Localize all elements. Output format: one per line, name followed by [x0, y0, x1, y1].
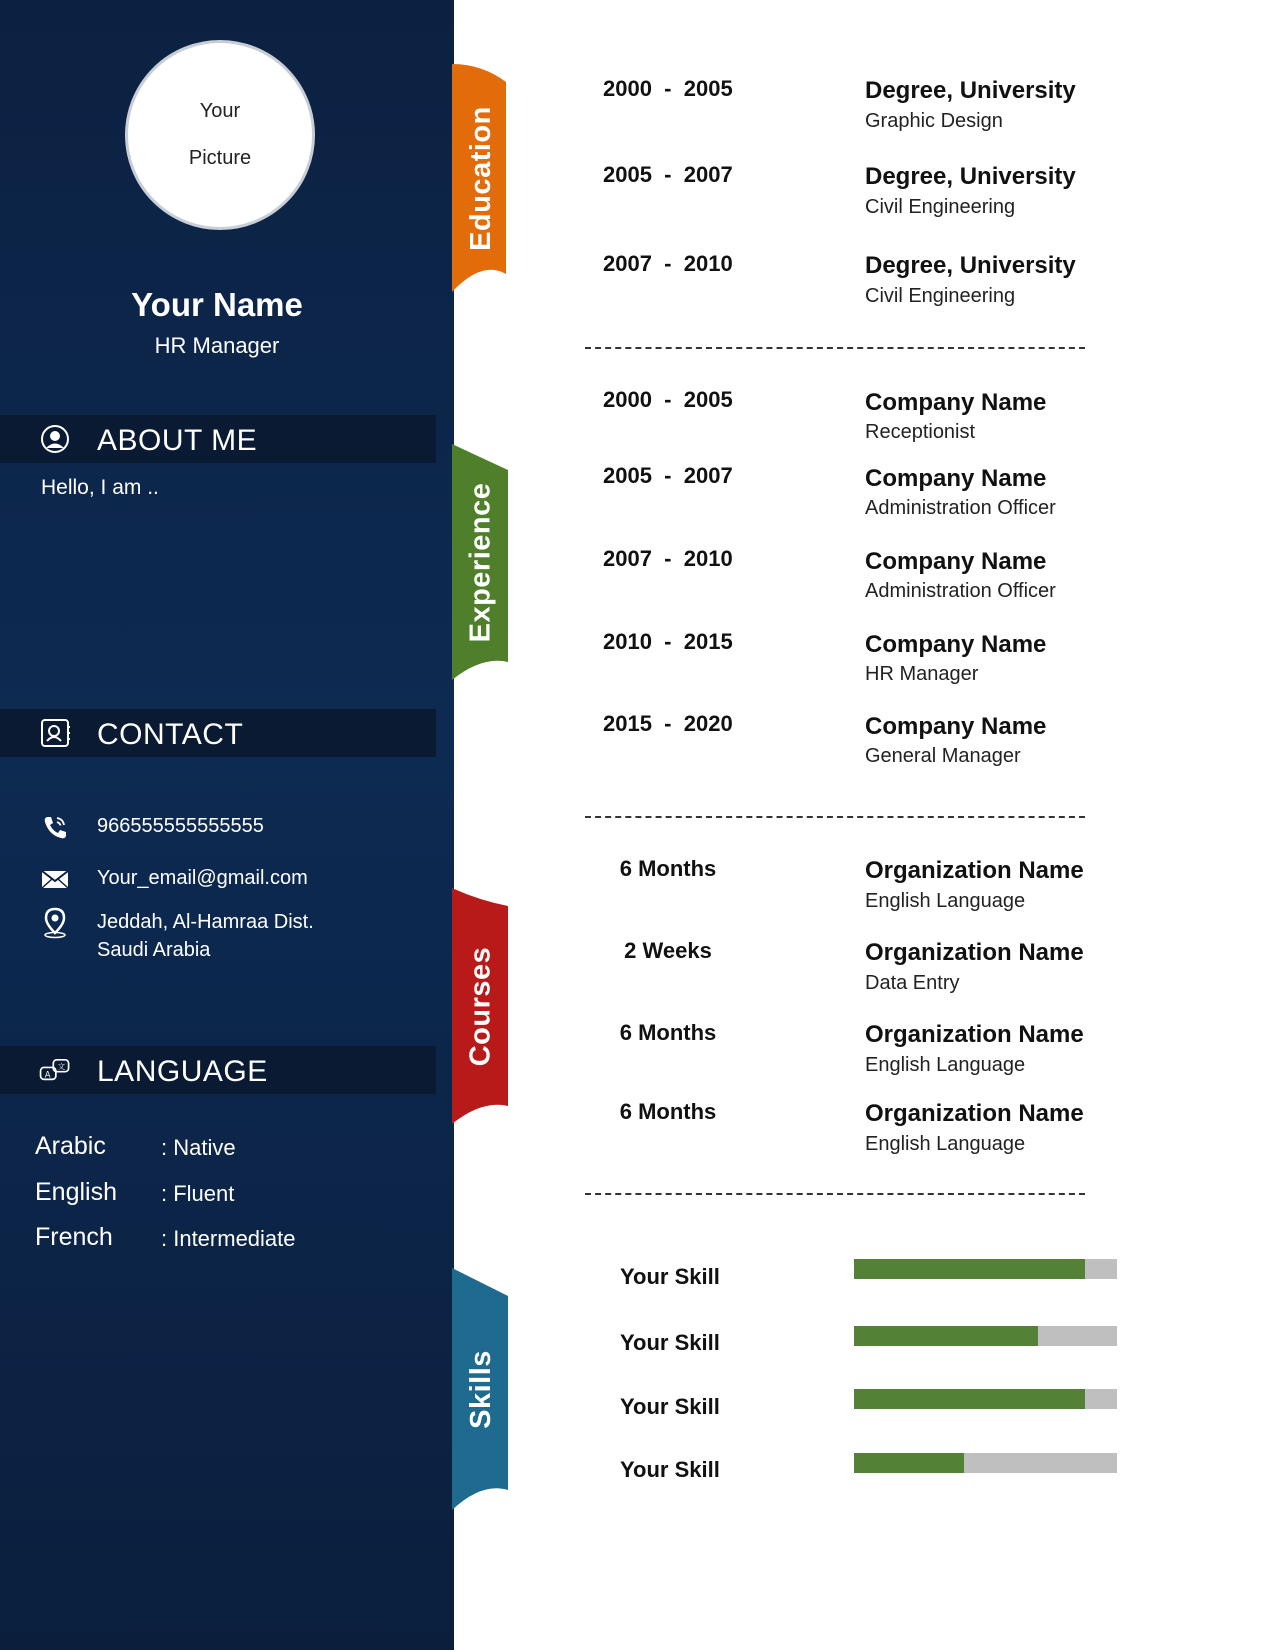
skill-bar: [854, 1389, 1117, 1409]
entry-title: Company Name: [865, 389, 1047, 416]
contact-phone: 966555555555555: [97, 815, 264, 837]
language-name: English: [35, 1178, 117, 1206]
language-name: Arabic: [35, 1132, 106, 1160]
photo-line-1: Your: [199, 100, 241, 122]
location-pin-icon: [38, 908, 72, 938]
language-name: French: [35, 1223, 113, 1251]
svg-text:A: A: [44, 1070, 51, 1081]
entry-years: 2007 - 2010: [603, 251, 733, 276]
about-heading: ABOUT ME: [97, 424, 258, 457]
entry-subtitle: Receptionist: [865, 421, 976, 443]
contact-book-icon: [38, 719, 72, 747]
language-level: : Intermediate: [161, 1226, 296, 1251]
entry-subtitle: English Language: [865, 1133, 1026, 1155]
entry-subtitle: English Language: [865, 890, 1026, 912]
contact-email-row: [38, 864, 308, 894]
address-line-2: Saudi Arabia: [97, 939, 211, 961]
entry-title: Degree, University: [865, 163, 1076, 190]
skill-bar: [854, 1259, 1117, 1279]
skill-name: Your Skill: [620, 1264, 720, 1289]
entry-title: Company Name: [865, 631, 1047, 658]
entry-title: Degree, University: [865, 77, 1076, 104]
entry-subtitle: Administration Officer: [865, 497, 1056, 519]
section-divider: [585, 1193, 1085, 1195]
skill-name: Your Skill: [620, 1394, 720, 1419]
address-line-1: Jeddah, Al-Hamraa Dist.: [97, 911, 314, 933]
profile-picture-placeholder: [125, 40, 315, 230]
about-header: [0, 415, 436, 463]
entry-title: Organization Name: [865, 939, 1084, 966]
entry-subtitle: English Language: [865, 1054, 1026, 1076]
contact-address: [97, 908, 314, 964]
skills-ribbon-label: Skills: [464, 1349, 497, 1429]
section-divider: [585, 347, 1085, 349]
language-level: : Native: [161, 1135, 236, 1160]
courses-ribbon-label: Courses: [464, 946, 497, 1066]
entry-years: 2005 - 2007: [603, 162, 733, 187]
contact-address-row: [38, 908, 314, 961]
entry-title: Company Name: [865, 713, 1047, 740]
profile-title: HR Manager: [154, 333, 280, 358]
course-duration: 6 Months: [619, 856, 717, 881]
sidebar: [0, 0, 454, 1650]
course-duration: 6 Months: [619, 1099, 717, 1124]
contact-phone-row: [38, 812, 264, 842]
language-level: : Fluent: [161, 1181, 235, 1206]
language-heading: LANGUAGE: [97, 1055, 268, 1088]
photo-line-2: Picture: [188, 147, 252, 169]
entry-title: Degree, University: [865, 252, 1076, 279]
user-circle-icon: [38, 425, 72, 453]
entry-title: Organization Name: [865, 1100, 1084, 1127]
entry-title: Organization Name: [865, 857, 1084, 884]
entry-title: Company Name: [865, 465, 1047, 492]
entry-title: Organization Name: [865, 1021, 1084, 1048]
entry-subtitle: HR Manager: [865, 663, 979, 685]
entry-years: 2000 - 2005: [603, 76, 733, 101]
contact-email: Your_email@gmail.com: [97, 867, 308, 889]
profile-name: Your Name: [131, 286, 303, 323]
about-text: Hello, I am ..: [41, 476, 159, 499]
section-divider: [585, 816, 1085, 818]
language-header: [0, 1046, 436, 1094]
experience-ribbon: [452, 444, 510, 680]
phone-icon: [38, 812, 72, 842]
skill-name: Your Skill: [620, 1330, 720, 1355]
education-ribbon-label: Education: [464, 105, 497, 251]
skills-ribbon: [452, 1268, 510, 1510]
entry-subtitle: General Manager: [865, 745, 1021, 767]
svg-text:文: 文: [57, 1062, 66, 1072]
skill-name: Your Skill: [620, 1457, 720, 1482]
entry-title: Company Name: [865, 548, 1047, 575]
contact-heading: CONTACT: [97, 718, 244, 751]
skill-bar-fill: [854, 1453, 964, 1473]
contact-header: [0, 709, 436, 757]
translate-icon: [38, 1056, 72, 1084]
skill-bar: [854, 1453, 1117, 1473]
skill-bar-fill: [854, 1389, 1085, 1409]
entry-subtitle: Administration Officer: [865, 580, 1056, 602]
course-duration: 6 Months: [619, 1020, 717, 1045]
entry-subtitle: Data Entry: [865, 972, 960, 994]
entry-years: 2005 - 2007: [603, 463, 733, 488]
skill-bar-fill: [854, 1259, 1085, 1279]
entry-years: 2010 - 2015: [603, 629, 733, 654]
education-ribbon: [452, 64, 510, 292]
entry-subtitle: Civil Engineering: [865, 196, 1016, 218]
skill-bar: [854, 1326, 1117, 1346]
entry-years: 2007 - 2010: [603, 546, 733, 571]
skill-bar-fill: [854, 1326, 1038, 1346]
entry-years: 2000 - 2005: [603, 387, 733, 412]
entry-subtitle: Graphic Design: [865, 110, 1003, 132]
entry-years: 2015 - 2020: [603, 711, 733, 736]
envelope-icon: [38, 864, 72, 894]
course-duration: 2 Weeks: [624, 938, 712, 963]
experience-ribbon-label: Experience: [464, 482, 497, 642]
courses-ribbon: [452, 888, 510, 1124]
entry-subtitle: Civil Engineering: [865, 285, 1016, 307]
